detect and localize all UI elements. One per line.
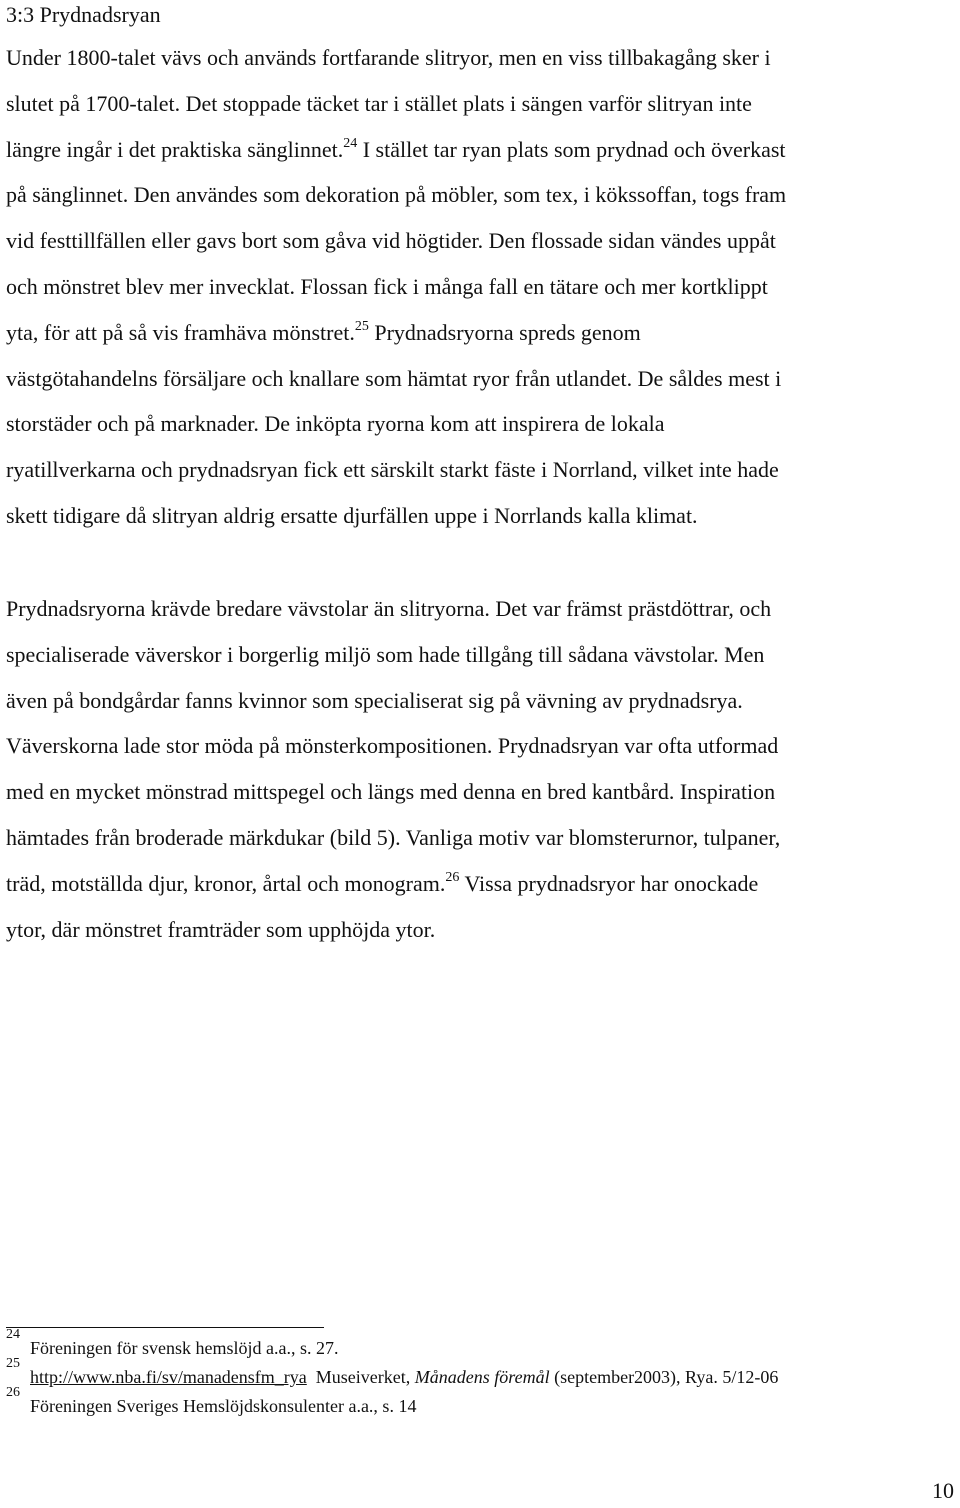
text-line: ytor, där mönstret framträder som upphöjda ytor. bbox=[6, 916, 436, 942]
footnote-24 bbox=[6, 1327, 778, 1363]
footnote-text: Föreningen Sveriges Hemslöjdskonsulenter a.a., s. 14 bbox=[30, 1396, 417, 1416]
footnote-ref-24[interactable]: 24 bbox=[343, 135, 358, 151]
text-line: även på bondgårdar fanns kvinnor som specialiserat sig på vävning av prydnadsrya. bbox=[6, 687, 743, 713]
text-line: yta, för att på så vis framhäva mönstret.$^{25}$ Prydnadsryorna spreds genom bbox=[6, 318, 641, 345]
page-number: 10 bbox=[932, 1478, 954, 1503]
footnote-ref-26[interactable]: 26 bbox=[445, 869, 460, 885]
text-line: med en mycket mönstrad mittspegel och längs med denna en bred kantbård. Inspiration bbox=[6, 779, 776, 805]
text-line: hämtades från broderade märkdukar (bild 5). Vanliga motiv var blomsterurnor, tulpaner, bbox=[6, 824, 781, 850]
paragraph-2 bbox=[6, 586, 956, 952]
text-line: skett tidigare då slitryan aldrig ersatte djurfällen uppe i Norrlands kalla klimat. bbox=[6, 502, 698, 528]
text-line: Väverskorna lade stor möda på mönsterkompositionen. Prydnadsryan var ofta utformad bbox=[6, 733, 779, 759]
paragraph-1 bbox=[6, 35, 956, 539]
text-line: längre ingår i det praktiska sänglinnet.$^{24}$ I stället tar ryan plats som prydnad och överkast bbox=[6, 135, 786, 162]
footnotes bbox=[6, 1327, 779, 1421]
footnote-text: Föreningen för svensk hemslöjd a.a., s. 27. bbox=[30, 1338, 339, 1358]
text-line: ryatillverkarna och prydnadsryan fick ett särskilt starkt fäste i Norrland, vilket inte hade bbox=[6, 457, 779, 483]
text-line: på sänglinnet. Den användes som dekoration på möbler, som tex, i kökssoffan, togs fram bbox=[6, 182, 787, 208]
text-line: Under 1800-talet vävs och används fortfarande slitryor, men en viss tillbakagång sker i bbox=[6, 45, 771, 70]
text-line: vid festtillfällen eller gavs bort som gåva vid högtider. Den flossade sidan vändes uppåt bbox=[6, 228, 776, 254]
text-line: västgötahandelns försäljare och knallare som hämtat ryor från utlandet. De såldes mest i bbox=[6, 365, 782, 391]
footnote-25 bbox=[6, 1356, 779, 1392]
footnote-number: 25 bbox=[6, 1356, 20, 1371]
text-line: slutet på 1700-talet. Det stoppade täcket tar i stället plats i sängen varför slitryan inte bbox=[6, 90, 752, 116]
text-line: Prydnadsryorna krävde bredare vävstolar än slitryorna. Det var främst prästdöttrar, och bbox=[6, 596, 772, 621]
text-line: storstäder och på marknader. De inköpta ryorna kom att inspirera de lokala bbox=[6, 411, 665, 437]
footnote-ref-25[interactable]: 25 bbox=[354, 318, 369, 334]
section-heading: 3:3 Prydnadsryan bbox=[6, 2, 161, 27]
footnote-text: http://www.nba.fi/sv/manadensfm_rya Museiverket, Månadens föremål (september2003), Rya. 5/12-06 bbox=[30, 1367, 779, 1387]
text-line: träd, motställda djur, kronor, årtal och monogram.$^{26}$ Vissa prydnadsryor har onockade bbox=[6, 869, 759, 896]
footnote-number: 26 bbox=[6, 1385, 20, 1400]
footnote-26 bbox=[6, 1385, 778, 1421]
footnote-number: 24 bbox=[6, 1327, 20, 1342]
text-line: specialiserade väverskor i borgerlig miljö som hade tillgång till sådana vävstolar. Men bbox=[6, 641, 765, 667]
footnote-divider bbox=[6, 1327, 324, 1328]
footnote-link[interactable]: http://www.nba.fi/sv/manadensfm_rya bbox=[30, 1367, 307, 1387]
text-line: och mönstret blev mer invecklat. Flossan fick i många fall en tätare och mer kortklippt bbox=[6, 273, 768, 299]
